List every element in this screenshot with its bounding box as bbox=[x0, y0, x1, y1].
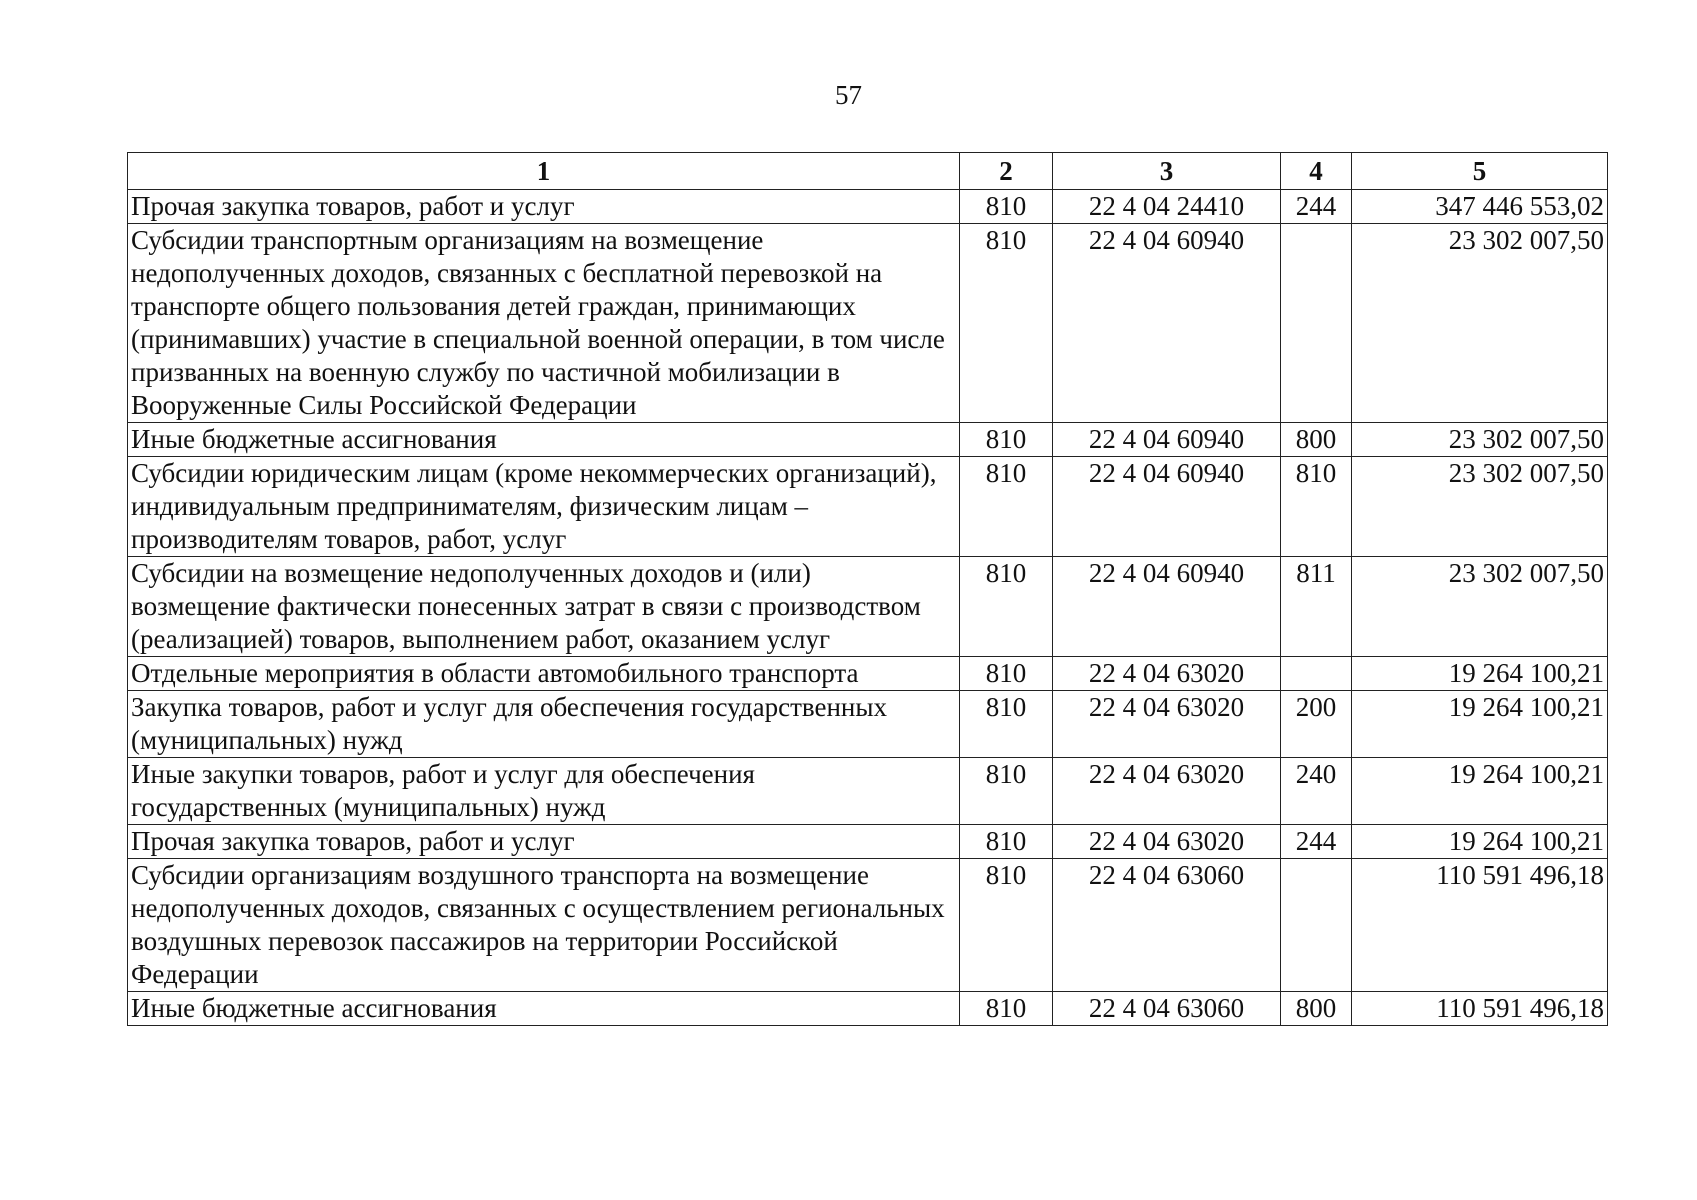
row-col-2: 810 bbox=[960, 224, 1053, 423]
row-name: Иные бюджетные ассигнования bbox=[128, 992, 960, 1026]
row-col-5: 110 591 496,18 bbox=[1352, 992, 1608, 1026]
row-col-2: 810 bbox=[960, 691, 1053, 758]
row-col-2: 810 bbox=[960, 190, 1053, 224]
row-col-4: 244 bbox=[1281, 825, 1352, 859]
table-row bbox=[128, 557, 1608, 657]
row-name: Субсидии на возмещение недополученных доходов и (или) возмещение фактически понесенных затрат в связи с производством (реализацией) товаров, выполнением работ, оказанием услуг bbox=[128, 557, 960, 657]
row-col-2: 810 bbox=[960, 758, 1053, 825]
table-row bbox=[128, 691, 1608, 758]
row-col-4: 800 bbox=[1281, 423, 1352, 457]
row-col-3: 22 4 04 60940 bbox=[1053, 224, 1281, 423]
table-row bbox=[128, 758, 1608, 825]
row-col-2: 810 bbox=[960, 557, 1053, 657]
row-name: Прочая закупка товаров, работ и услуг bbox=[128, 825, 960, 859]
row-col-5: 19 264 100,21 bbox=[1352, 691, 1608, 758]
header-col-1: 1 bbox=[128, 153, 960, 190]
row-name: Закупка товаров, работ и услуг для обеспечения государственных (муниципальных) нужд bbox=[128, 691, 960, 758]
row-col-2: 810 bbox=[960, 457, 1053, 557]
row-col-3: 22 4 04 24410 bbox=[1053, 190, 1281, 224]
row-col-2: 810 bbox=[960, 657, 1053, 691]
row-name: Иные закупки товаров, работ и услуг для обеспечения государственных (муниципальных) нужд bbox=[128, 758, 960, 825]
row-name: Субсидии организациям воздушного транспорта на возмещение недополученных доходов, связанных с осуществлением региональных воздушных перевозок пассажиров на территории Российской Федерации bbox=[128, 859, 960, 992]
row-col-4 bbox=[1281, 657, 1352, 691]
table-row bbox=[128, 423, 1608, 457]
row-name: Иные бюджетные ассигнования bbox=[128, 423, 960, 457]
row-col-3: 22 4 04 63060 bbox=[1053, 992, 1281, 1026]
page-number: 57 bbox=[835, 80, 862, 110]
row-col-5: 110 591 496,18 bbox=[1352, 859, 1608, 992]
row-col-5: 19 264 100,21 bbox=[1352, 758, 1608, 825]
row-name: Субсидии юридическим лицам (кроме некоммерческих организаций), индивидуальным предпринимателям, физическим лицам – производителям товаров, работ, услуг bbox=[128, 457, 960, 557]
budget-table bbox=[127, 152, 1608, 1026]
row-col-4 bbox=[1281, 859, 1352, 992]
table-row bbox=[128, 825, 1608, 859]
row-col-5: 347 446 553,02 bbox=[1352, 190, 1608, 224]
row-name: Субсидии транспортным организациям на возмещение недополученных доходов, связанных с бесплатной перевозкой на транспорте общего пользования детей граждан, принимающих (принимавших) участие в специальной военной операции, в том числе призванных на военную службу по частичной мобилизации в Вооруженные Силы Российской Федерации bbox=[128, 224, 960, 423]
row-col-3: 22 4 04 63020 bbox=[1053, 758, 1281, 825]
row-col-4: 800 bbox=[1281, 992, 1352, 1026]
header-col-2: 2 bbox=[960, 153, 1053, 190]
row-col-3: 22 4 04 60940 bbox=[1053, 457, 1281, 557]
row-col-3: 22 4 04 63020 bbox=[1053, 691, 1281, 758]
table-header-row bbox=[128, 153, 1608, 190]
row-col-5: 19 264 100,21 bbox=[1352, 657, 1608, 691]
header-col-3: 3 bbox=[1053, 153, 1281, 190]
table-row bbox=[128, 190, 1608, 224]
row-col-3: 22 4 04 60940 bbox=[1053, 557, 1281, 657]
table-row bbox=[128, 224, 1608, 423]
row-col-5: 23 302 007,50 bbox=[1352, 557, 1608, 657]
table-row bbox=[128, 992, 1608, 1026]
row-name: Прочая закупка товаров, работ и услуг bbox=[128, 190, 960, 224]
row-col-4: 244 bbox=[1281, 190, 1352, 224]
row-col-2: 810 bbox=[960, 423, 1053, 457]
row-col-3: 22 4 04 63020 bbox=[1053, 825, 1281, 859]
row-col-5: 19 264 100,21 bbox=[1352, 825, 1608, 859]
table-row bbox=[128, 657, 1608, 691]
row-col-5: 23 302 007,50 bbox=[1352, 457, 1608, 557]
row-col-2: 810 bbox=[960, 992, 1053, 1026]
row-col-5: 23 302 007,50 bbox=[1352, 423, 1608, 457]
row-col-2: 810 bbox=[960, 859, 1053, 992]
row-col-3: 22 4 04 63020 bbox=[1053, 657, 1281, 691]
row-col-4 bbox=[1281, 224, 1352, 423]
table-row bbox=[128, 457, 1608, 557]
table-row bbox=[128, 859, 1608, 992]
row-name: Отдельные мероприятия в области автомобильного транспорта bbox=[128, 657, 960, 691]
row-col-4: 240 bbox=[1281, 758, 1352, 825]
row-col-4: 200 bbox=[1281, 691, 1352, 758]
row-col-5: 23 302 007,50 bbox=[1352, 224, 1608, 423]
row-col-4: 811 bbox=[1281, 557, 1352, 657]
header-col-4: 4 bbox=[1281, 153, 1352, 190]
row-col-2: 810 bbox=[960, 825, 1053, 859]
row-col-3: 22 4 04 60940 bbox=[1053, 423, 1281, 457]
row-col-3: 22 4 04 63060 bbox=[1053, 859, 1281, 992]
header-col-5: 5 bbox=[1352, 153, 1608, 190]
row-col-4: 810 bbox=[1281, 457, 1352, 557]
